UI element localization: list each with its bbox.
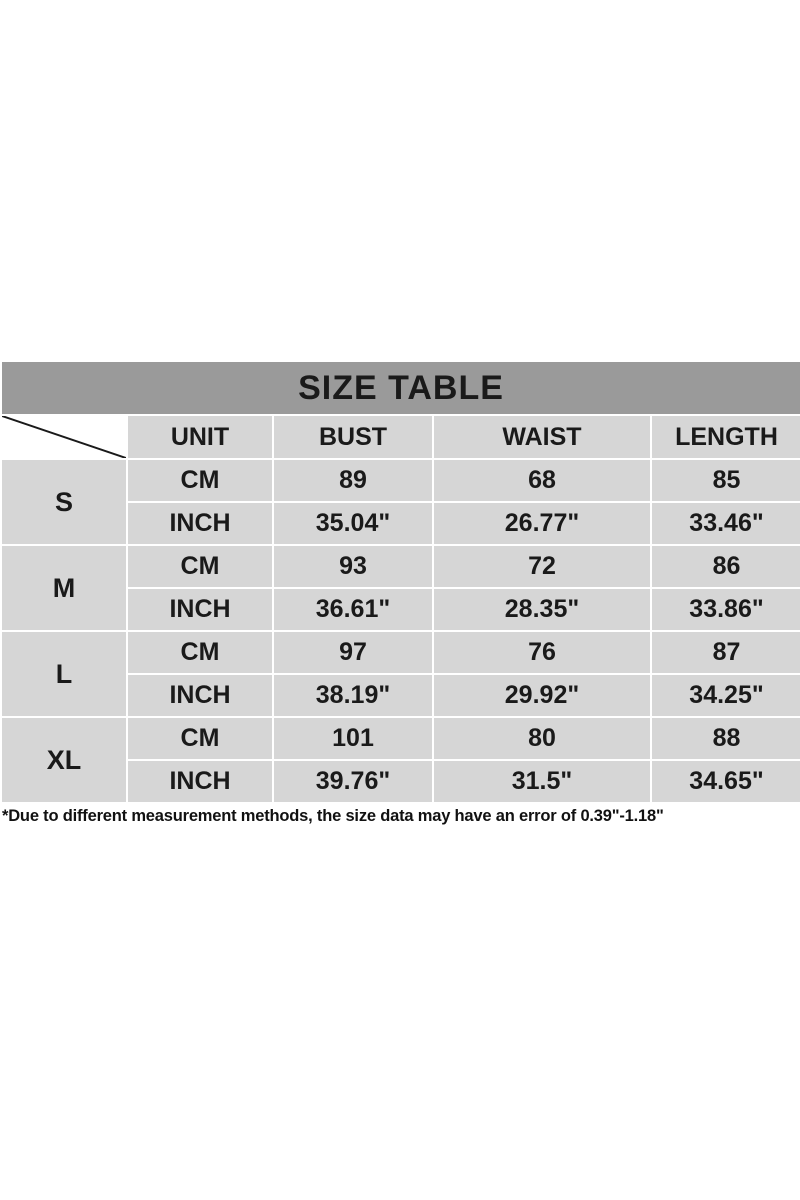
bust-inch: 35.04"	[273, 502, 433, 545]
bust-cm: 93	[273, 545, 433, 588]
waist-inch: 26.77"	[433, 502, 651, 545]
column-header-length: LENGTH	[651, 415, 800, 459]
unit-cm: CM	[127, 631, 273, 674]
bust-inch: 36.61"	[273, 588, 433, 631]
length-cm: 88	[651, 717, 800, 760]
bust-inch: 39.76"	[273, 760, 433, 803]
size-label-m: M	[1, 545, 127, 631]
unit-cm: CM	[127, 545, 273, 588]
unit-inch: INCH	[127, 588, 273, 631]
length-cm: 85	[651, 459, 800, 502]
waist-inch: 31.5"	[433, 760, 651, 803]
unit-cm: CM	[127, 459, 273, 502]
bust-cm: 89	[273, 459, 433, 502]
bust-cm: 97	[273, 631, 433, 674]
waist-cm: 72	[433, 545, 651, 588]
corner-diagonal-cell	[1, 415, 127, 459]
column-header-bust: BUST	[273, 415, 433, 459]
size-table-container	[0, 360, 800, 830]
waist-cm: 80	[433, 717, 651, 760]
length-inch: 33.86"	[651, 588, 800, 631]
waist-inch: 29.92"	[433, 674, 651, 717]
table-row	[1, 717, 800, 760]
size-label-l: L	[1, 631, 127, 717]
size-table	[0, 360, 800, 804]
table-title-row	[1, 361, 800, 415]
bust-inch: 38.19"	[273, 674, 433, 717]
length-inch: 33.46"	[651, 502, 800, 545]
column-header-unit: UNIT	[127, 415, 273, 459]
table-header-row	[1, 415, 800, 459]
column-header-waist: WAIST	[433, 415, 651, 459]
unit-cm: CM	[127, 717, 273, 760]
bust-cm: 101	[273, 717, 433, 760]
length-inch: 34.25"	[651, 674, 800, 717]
length-cm: 87	[651, 631, 800, 674]
length-cm: 86	[651, 545, 800, 588]
waist-inch: 28.35"	[433, 588, 651, 631]
unit-inch: INCH	[127, 760, 273, 803]
table-row	[1, 631, 800, 674]
size-label-s: S	[1, 459, 127, 545]
waist-cm: 68	[433, 459, 651, 502]
size-label-xl: XL	[1, 717, 127, 803]
unit-inch: INCH	[127, 674, 273, 717]
unit-inch: INCH	[127, 502, 273, 545]
waist-cm: 76	[433, 631, 651, 674]
table-row	[1, 545, 800, 588]
diagonal-slash-icon	[2, 416, 126, 458]
measurement-note: *Due to different measurement methods, the size data may have an error of 0.39"-1.18"	[0, 804, 800, 830]
table-row	[1, 459, 800, 502]
length-inch: 34.65"	[651, 760, 800, 803]
page-title: SIZE TABLE	[1, 361, 800, 415]
